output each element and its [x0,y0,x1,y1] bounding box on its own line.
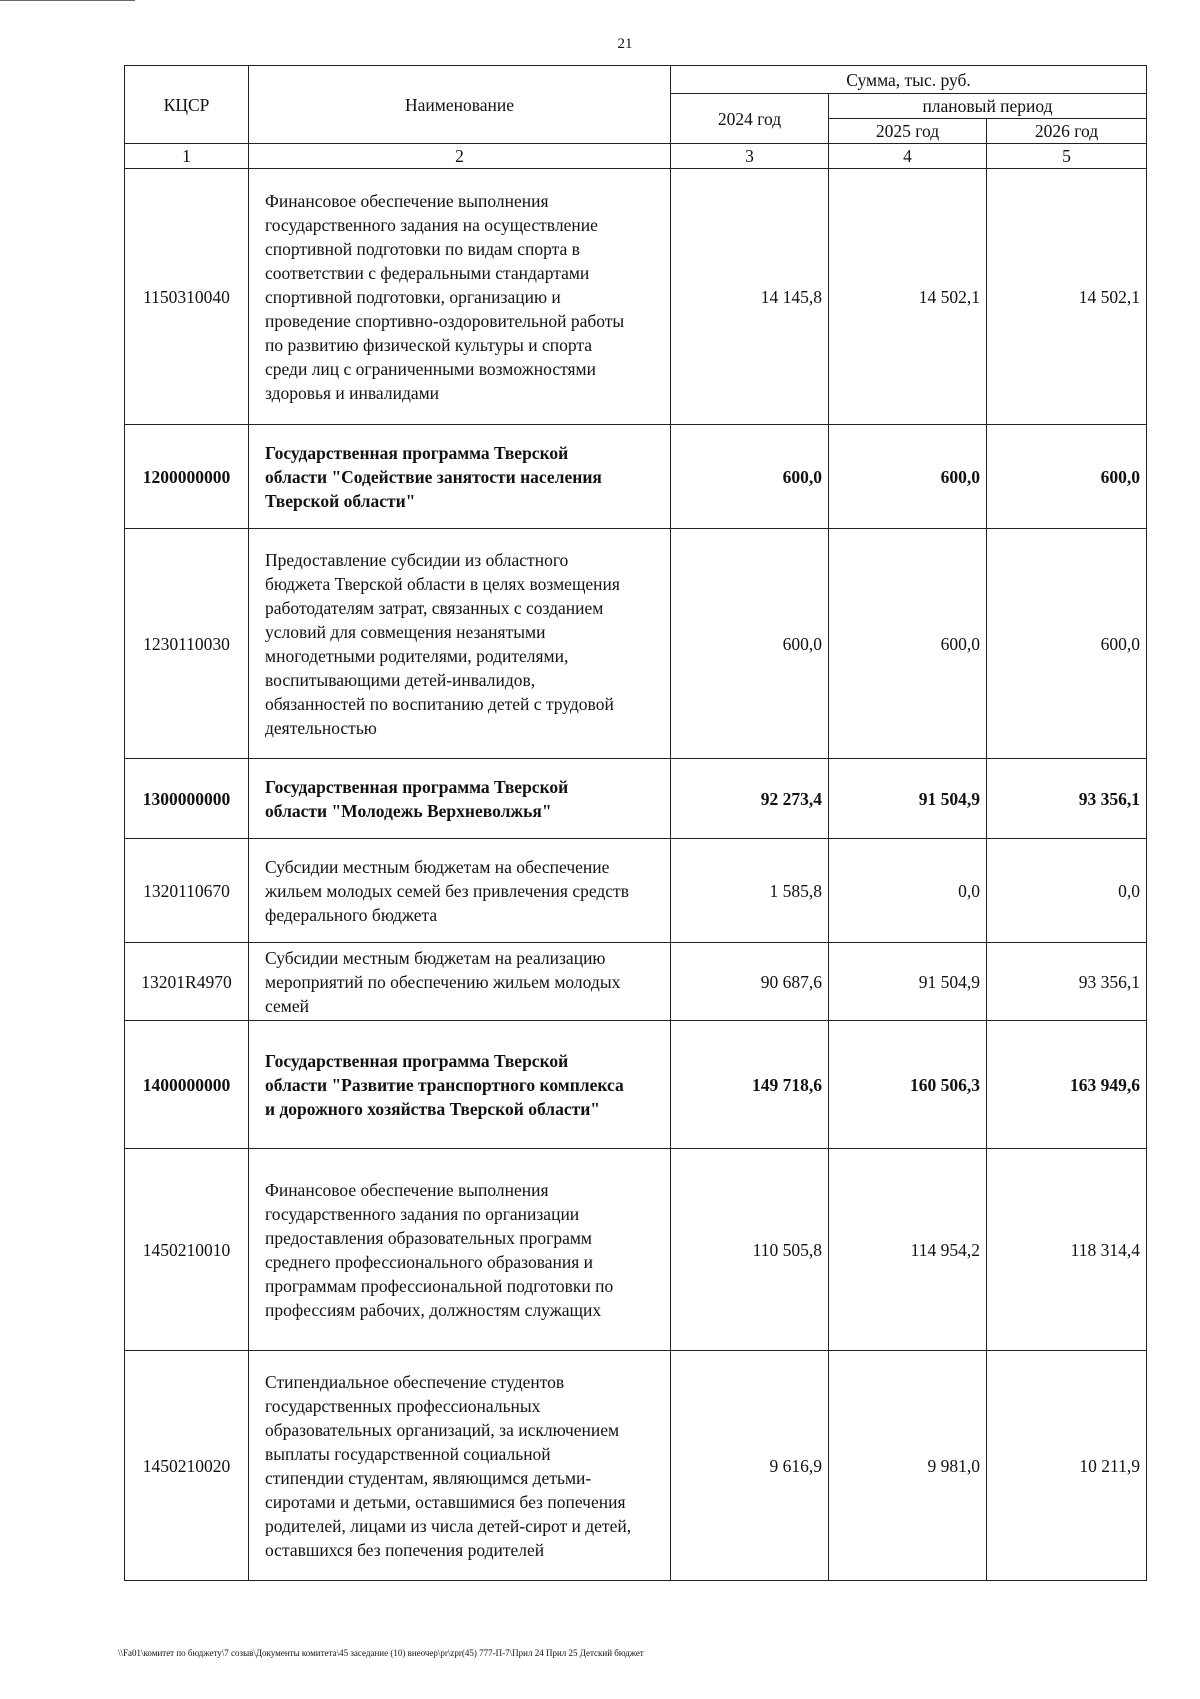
row-value-2025: 9 981,0 [829,1351,987,1581]
row-name: Субсидии местным бюджетам на реализацию мероприятий по обеспечению жильем молодых семей [249,943,671,1021]
row-value-2025: 600,0 [829,529,987,759]
row-value-2025: 114 954,2 [829,1149,987,1351]
budget-table [124,65,1147,1581]
row-value-2026: 118 314,4 [987,1149,1147,1351]
row-code: 1230110030 [125,529,249,759]
row-code: 1320110670 [125,839,249,943]
header-code: КЦСР [125,66,249,144]
row-value-2026: 600,0 [987,425,1147,529]
header-sum: Сумма, тыс. руб. [671,66,1147,94]
row-value-2024: 1 585,8 [671,839,829,943]
header-index-2: 2 [249,144,671,169]
row-code: 1450210010 [125,1149,249,1351]
row-value-2026: 93 356,1 [987,759,1147,839]
row-value-2024: 600,0 [671,529,829,759]
header-2024: 2024 год [671,94,829,144]
row-value-2026: 14 502,1 [987,169,1147,425]
row-value-2025: 0,0 [829,839,987,943]
row-value-2025: 91 504,9 [829,943,987,1021]
page-number: 21 [617,36,633,52]
row-name: Стипендиальное обеспечение студентов государственных профессиональных образовательных организаций, за исключением выплаты государственной социальной стипендии студентам, являющимся детьми- сиротами и детьми, оставшимися без попечения родителей, лицами из числа детей-сирот и детей, оставшихся без попечения родителей [249,1351,671,1581]
header-2025: 2025 год [829,119,987,144]
table-row [125,1351,1147,1581]
footer-file-path: \\Fa01\комитет по бюджету\7 созыв\Документы комитета\45 заседание (10) внеочер\pr\zpr(45) 777-П-7\Прил 24 Прил 25 Детский бюджет [118,1648,644,1658]
row-name: Финансовое обеспечение выполнения государственного задания на осуществление спортивной подготовки по видам спорта в соответствии с федеральными стандартами спортивной подготовки, организацию и проведение спортивно-оздоровительной работы по развитию физической культуры и спорта среди лиц с ограниченными возможностями здоровья и инвалидами [249,169,671,425]
header-index-4: 4 [829,144,987,169]
table-row [125,529,1147,759]
row-value-2025: 14 502,1 [829,169,987,425]
row-value-2024: 110 505,8 [671,1149,829,1351]
row-value-2026: 0,0 [987,839,1147,943]
row-value-2026: 163 949,6 [987,1021,1147,1149]
table-row [125,1021,1147,1149]
table-row [125,1149,1147,1351]
row-value-2025: 91 504,9 [829,759,987,839]
row-value-2026: 600,0 [987,529,1147,759]
table-row [125,943,1147,1021]
row-code: 1200000000 [125,425,249,529]
row-value-2024: 600,0 [671,425,829,529]
header-name: Наименование [249,66,671,144]
table-row [125,759,1147,839]
row-code: 1150310040 [125,169,249,425]
row-value-2025: 160 506,3 [829,1021,987,1149]
row-value-2024: 14 145,8 [671,169,829,425]
scan-edge-rule [0,0,135,1]
table-row [125,425,1147,529]
row-value-2025: 600,0 [829,425,987,529]
header-index-3: 3 [671,144,829,169]
row-code: 1300000000 [125,759,249,839]
row-code: 13201R4970 [125,943,249,1021]
header-index-1: 1 [125,144,249,169]
row-value-2026: 10 211,9 [987,1351,1147,1581]
header-2026: 2026 год [987,119,1147,144]
row-name: Государственная программа Тверской области "Молодежь Верхневолжья" [249,759,671,839]
row-name: Субсидии местным бюджетам на обеспечение жильем молодых семей без привлечения средств федерального бюджета [249,839,671,943]
row-name: Финансовое обеспечение выполнения государственного задания по организации предоставления образовательных программ среднего профессионального образования и программам профессиональной подготовки по профессиям рабочих, должностям служащих [249,1149,671,1351]
row-value-2024: 92 273,4 [671,759,829,839]
row-value-2024: 90 687,6 [671,943,829,1021]
row-name: Государственная программа Тверской области "Развитие транспортного комплекса и дорожного хозяйства Тверской области" [249,1021,671,1149]
table-row [125,169,1147,425]
header-index-5: 5 [987,144,1147,169]
row-value-2024: 9 616,9 [671,1351,829,1581]
row-name: Государственная программа Тверской области "Содействие занятости населения Тверской области" [249,425,671,529]
row-value-2026: 93 356,1 [987,943,1147,1021]
header-plan-period: плановый период [829,94,1147,119]
row-code: 1450210020 [125,1351,249,1581]
table-row [125,839,1147,943]
row-name: Предоставление субсидии из областного бюджета Тверской области в целях возмещения работодателям затрат, связанных с созданием условий для совмещения незанятыми многодетными родителями, родителями, воспитывающими детей-инвалидов, обязанностей по воспитанию детей с трудовой деятельностью [249,529,671,759]
row-value-2024: 149 718,6 [671,1021,829,1149]
row-code: 1400000000 [125,1021,249,1149]
